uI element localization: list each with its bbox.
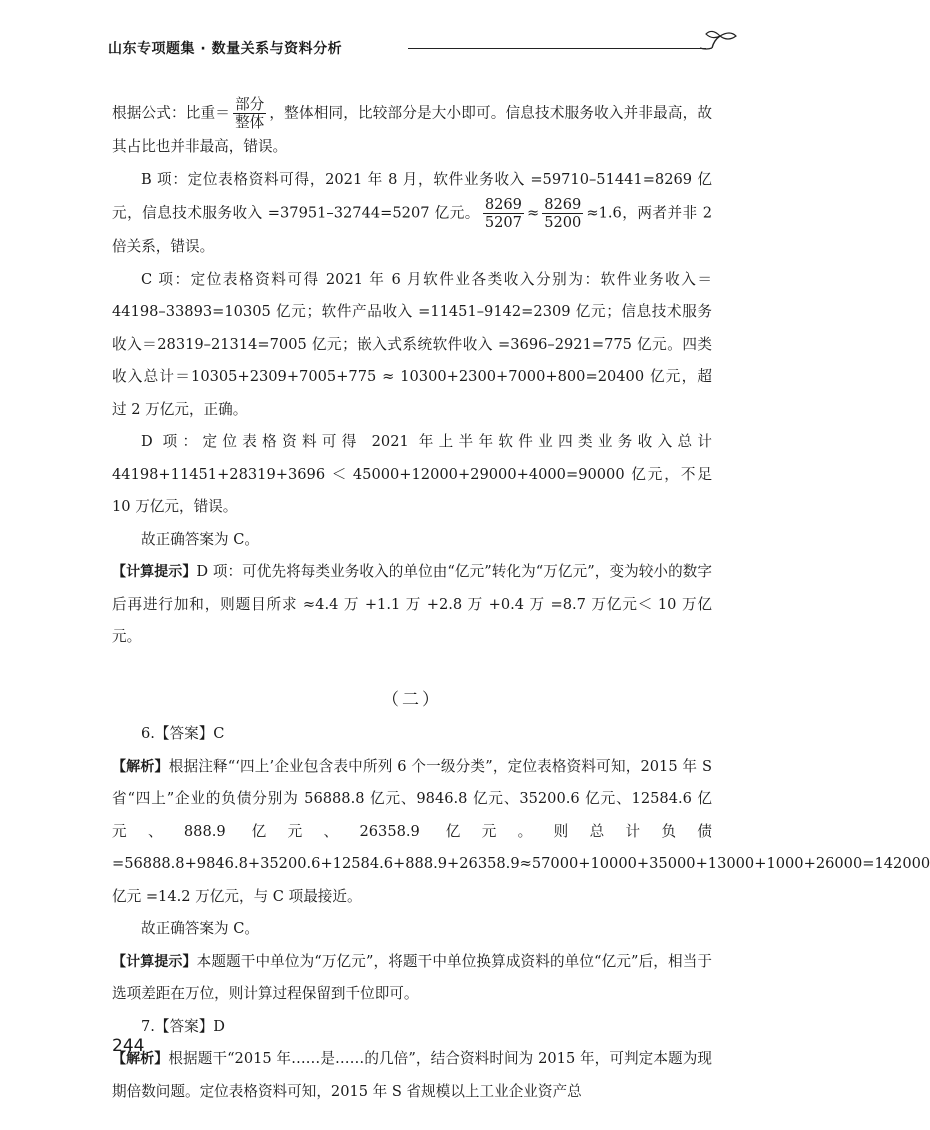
analysis-tag: 【解析】: [112, 1051, 169, 1067]
paragraph-option-d: D 项：定位表格资料可得 2021 年上半年软件业四类业务收入总计 44198+11451+28319+3696 ＜ 45000+12000+29000+4000=90000 亿元，不足 10 万亿元，错误。: [112, 433, 712, 515]
header-title: 山东专项题集 · 数量关系与资料分析: [108, 41, 343, 57]
page-body: [112, 96, 930, 1108]
q6-calc-tip: 【计算提示】本题题干中单位为“万亿元”，将题干中单位换算成资料的单位“亿元”后，相当于选项差距在万位，则计算过程保留到千位即可。: [112, 952, 712, 1002]
running-header: [108, 28, 748, 68]
q7-analysis: 【解析】根据题干“2015 年……是……的几倍”，结合资料时间为 2015 年，可判定本题为现期倍数问题。定位表格资料可知，2015 年 S 省规模以上工业企业资产总: [112, 1050, 713, 1100]
fraction-part-whole: $\frac{\text{部分}}{\text{整体}}$: [235, 96, 265, 131]
calc-tip-tag: 【计算提示】: [112, 564, 197, 580]
calc-tip-tag: 【计算提示】: [112, 953, 197, 970]
fraction-8269-5207: $\frac{8269}{5207}$: [484, 196, 522, 231]
paragraph-conclusion: 故正确答案为 C。: [141, 530, 259, 548]
page-number: 244: [112, 1036, 145, 1056]
analysis-tag: 【解析】: [112, 758, 169, 775]
paragraph-formula: 根据公式：比重＝ $\frac{\text{部分}}{\text{整体}}$ ，整体相同，比较部分是大小即可。信息技术服务收入并非最高，故其占比也并非最高，错误。: [112, 96, 712, 155]
section-title: （二）: [382, 689, 442, 710]
sprout-icon: [698, 28, 742, 58]
q6-answer: 6.【答案】C: [141, 725, 225, 742]
fraction-8269-5200: $\frac{8269}{5200}$: [544, 196, 582, 231]
q6-analysis: 【解析】根据注释“‘四上’企业包含表中所列 6 个一级分类”，定位表格资料可知，2015 年 S 省“四上”企业的负债分别为 56888.8 亿元、9846.8 亿元、35200.6 亿元、12584.6 亿元、888.9 亿元、26358.9 亿元。则总计负债 =56888.8+9846.8+35200.6+12584.6+888.9+26358.9≈57000+10000+35000+13000+1000+26000=142000 亿元 =14.2 万亿元，与 C 项最接近。: [112, 757, 930, 905]
header-rule: [408, 48, 706, 49]
q6-conclusion: 故正确答案为 C。: [141, 920, 259, 937]
paragraph-option-b: B 项：定位表格资料可得，2021 年 8 月，软件业务收入 =59710–51441=8269 亿元，信息技术服务收入 =37951–32744=5207 亿元。 $\frac{8269}{5207}$ ≈ $\frac{8269}{5200}$ ≈1.6，两者并非 2 倍关系，错误。: [112, 170, 712, 255]
q7-answer: 7.【答案】D: [141, 1017, 225, 1035]
paragraph-calc-tip: 【计算提示】D 项：可优先将每类业务收入的单位由“亿元”转化为“万亿元”，变为较小的数字后再进行加和，则题目所求 ≈4.4 万 +1.1 万 +2.8 万 +0.4 万 =8.7 万亿元＜ 10 万亿元。: [112, 563, 713, 645]
paragraph-option-c: C 项：定位表格资料可得 2021 年 6 月软件业各类收入分别为：软件业务收入＝44198–33893=10305 亿元；软件产品收入 =11451–9142=2309 亿元；信息技术服务收入＝28319–21314=7005 亿元；嵌入式系统软件收入 =3696–2921=775 亿元。四类收入总计＝10305+2309+7005+775 ≈ 10300+2300+7000+800=20400 亿元，超过 2 万亿元，正确。: [112, 270, 712, 418]
